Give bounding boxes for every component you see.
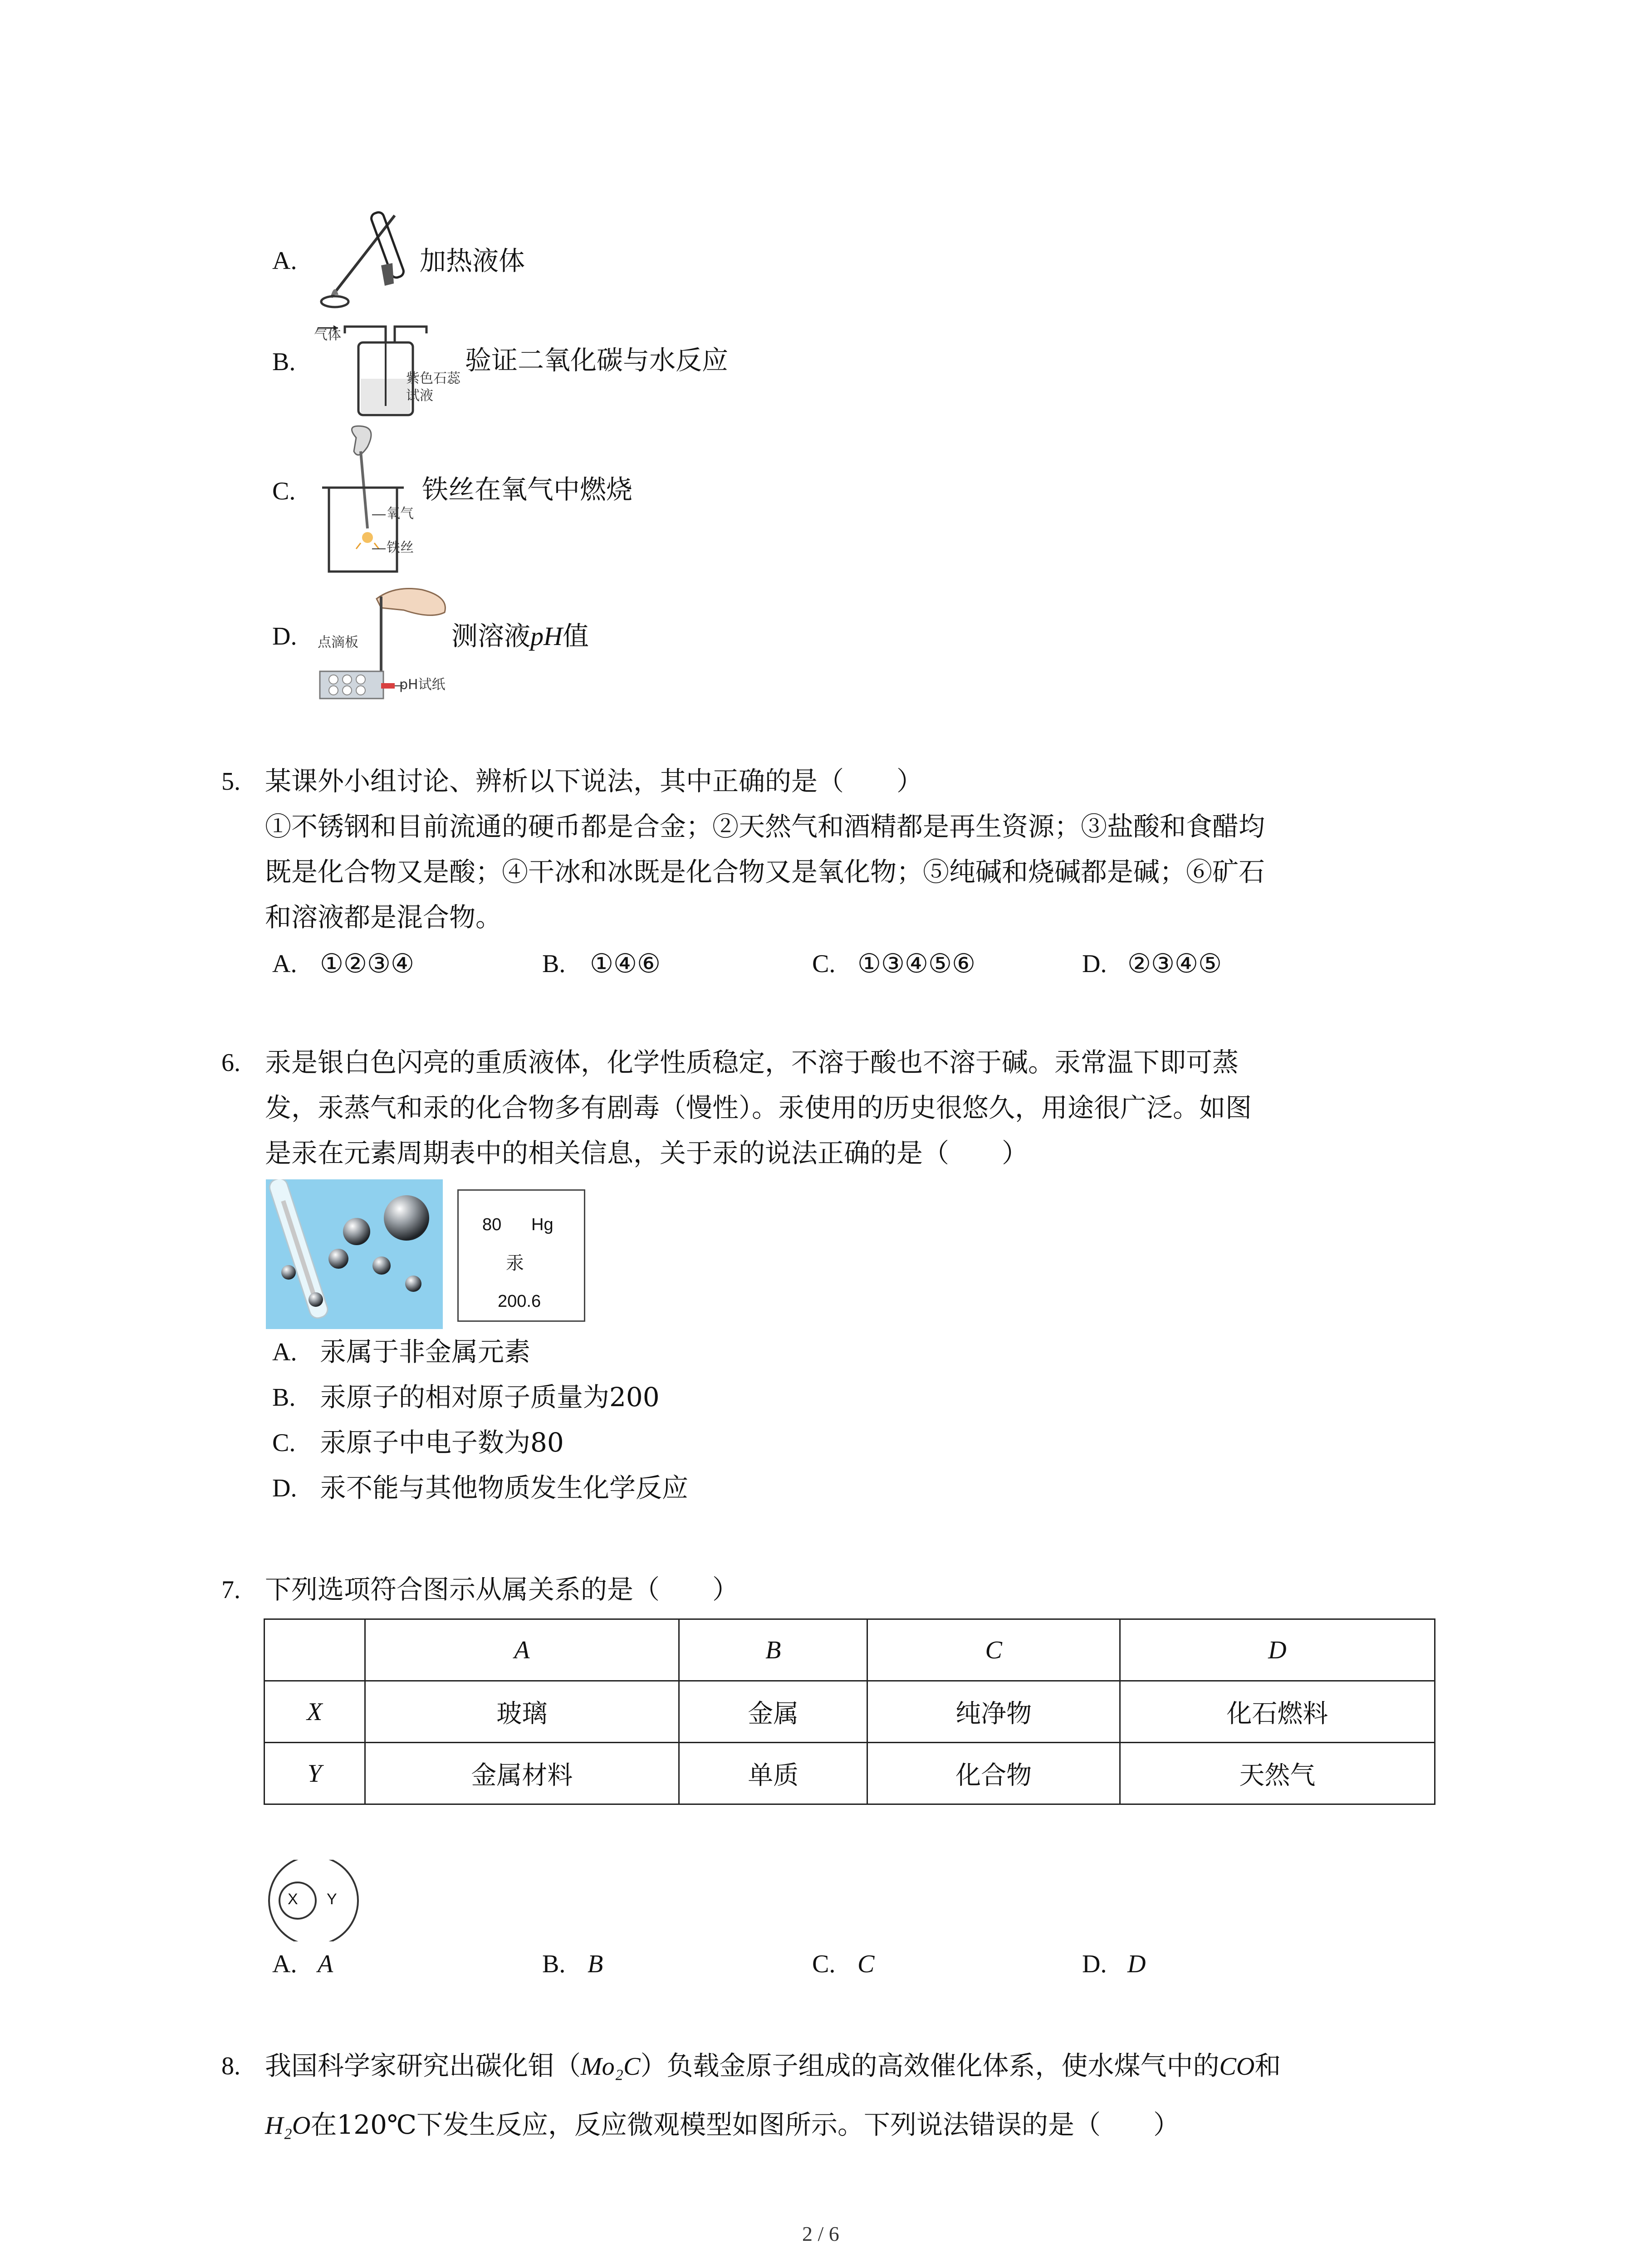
q6-line-3: 是汞在元素周期表中的相关信息，关于汞的说法正确的是（ ） [265,1138,1029,1168]
q8-line-1: 我国科学家研究出碳化钼（Mo₂C）负载金原子组成的高效催化体系，使水煤气中的CO和 [265,2050,1281,2081]
q5-option-d-letter: D. [1082,950,1107,978]
table-cell: 玻璃 [365,1681,679,1743]
element-atomic-mass: 200.6 [498,1292,541,1311]
iron-wire-label: 铁丝 [387,540,414,556]
q5-option-c-text: ①③④⑤⑥ [857,948,975,979]
q5-option-a-letter: A. [272,950,297,978]
q8-line-2: H₂O在120℃下发生反应，反应微观模型如图所示。下列说法错误的是（ ） [265,2109,1180,2140]
table-cell: 单质 [679,1743,867,1804]
litmus-solution-label: 试液 [406,388,433,404]
diagram-inner-label: X [288,1891,298,1908]
table-cell: Y [265,1743,365,1804]
q5-option-d-text: ②③④⑤ [1127,948,1222,979]
q7-option-c-letter: C. [812,1950,836,1978]
q5-line-4: 和溶液都是混合物。 [265,902,502,933]
q5-option-a-text: ①②③④ [320,948,414,979]
element-atomic-number: 80 [482,1215,502,1234]
q8-number: 8. [221,2052,240,2080]
q4-option-b-letter: B. [272,348,296,376]
table-cell: 天然气 [1120,1743,1435,1804]
iron-wire-oxygen-image [318,424,436,576]
mercury-droplets-photo [266,1179,443,1329]
q4-option-a-letter: A. [272,247,297,275]
table-row [265,1681,1435,1743]
q6-option-c-text: 汞原子中电子数为80 [320,1427,564,1458]
q7-option-c-text: C [857,1950,875,1978]
table-header-cell: D [1120,1619,1435,1681]
table-cell: 化石燃料 [1120,1681,1435,1743]
q6-option-a-text: 汞属于非金属元素 [320,1336,531,1367]
gas-label: 气体 [314,327,341,343]
q6-option-d-letter: D. [272,1474,297,1502]
q4-option-d-letter: D. [272,622,297,650]
heating-liquid-apparatus-image [313,206,417,313]
page-number: 2 / 6 [802,2222,839,2245]
table-header-cell: C [867,1619,1120,1681]
table-row [265,1743,1435,1804]
diagram-outer-label: Y [327,1891,337,1908]
element-symbol: Hg [531,1215,554,1234]
element-card-mercury [457,1189,585,1322]
q5-number: 5. [221,767,240,796]
litmus-label: 紫色石蕊 [406,371,460,386]
q5-line-2: ①不锈钢和目前流通的硬币都是合金；②天然气和酒精都是再生资源；③盐酸和食醋均 [265,811,1265,842]
q5-line-3: 既是化合物又是酸；④干冰和冰既是化合物又是氧化物；⑤纯碱和烧碱都是碱；⑥矿石 [265,856,1265,887]
element-name: 汞 [506,1253,524,1274]
q7-option-a-letter: A. [272,1950,297,1978]
table-header-row [265,1619,1435,1681]
q6-option-b-text: 汞原子的相对原子质量为200 [320,1382,660,1413]
q4-option-b-text: 验证二氧化碳与水反应 [465,345,729,376]
q6-option-d-text: 汞不能与其他物质发生化学反应 [320,1472,689,1503]
q6-option-c-letter: C. [272,1429,296,1457]
q5-line-1: 某课外小组讨论、辨析以下说法，其中正确的是（ ） [265,766,923,797]
q7-option-a-text: A [318,1950,333,1978]
table-cell: 纯净物 [867,1681,1120,1743]
q6-option-a-letter: A. [272,1338,297,1366]
ph-paper-label: pH试纸 [399,677,446,693]
spot-plate-label: 点滴板 [318,635,358,650]
q7-option-d-letter: D. [1082,1950,1107,1978]
q7-option-d-text: D [1127,1950,1146,1978]
table-cell: X [265,1681,365,1743]
oxygen-label: 氧气 [387,506,414,522]
venn-containment-diagram [266,1860,361,1941]
q5-option-c-letter: C. [812,950,836,978]
q4-option-d-text: 测溶液pH值 [451,621,589,651]
q6-line-2: 发，汞蒸气和汞的化合物多有剧毒（慢性）。汞使用的历史很悠久，用途很广泛。如图 [265,1092,1252,1123]
q5-option-b-letter: B. [542,950,566,978]
table-cell: 金属材料 [365,1743,679,1804]
q6-option-b-letter: B. [272,1383,296,1412]
q7-line: 下列选项符合图示从属关系的是（ ） [265,1574,739,1605]
q6-line-1: 汞是银白色闪亮的重质液体，化学性质稳定，不溶于酸也不溶于碱。汞常温下即可蒸 [265,1047,1239,1078]
q5-option-b-text: ①④⑥ [590,948,661,979]
classification-table [264,1618,1435,1805]
q4-option-c-letter: C. [272,477,296,505]
table-header-cell: A [365,1619,679,1681]
table-header-cell: B [679,1619,867,1681]
q7-number: 7. [221,1576,240,1604]
table-cell: 化合物 [867,1743,1120,1804]
table-cell: 金属 [679,1681,867,1743]
table-header-cell [265,1619,365,1681]
q4-option-c-text: 铁丝在氧气中燃烧 [422,474,633,505]
q6-number: 6. [221,1049,240,1077]
q7-option-b-letter: B. [542,1950,566,1978]
q4-option-a-text: 加热液体 [420,245,525,276]
q7-option-b-text: B [588,1950,603,1978]
